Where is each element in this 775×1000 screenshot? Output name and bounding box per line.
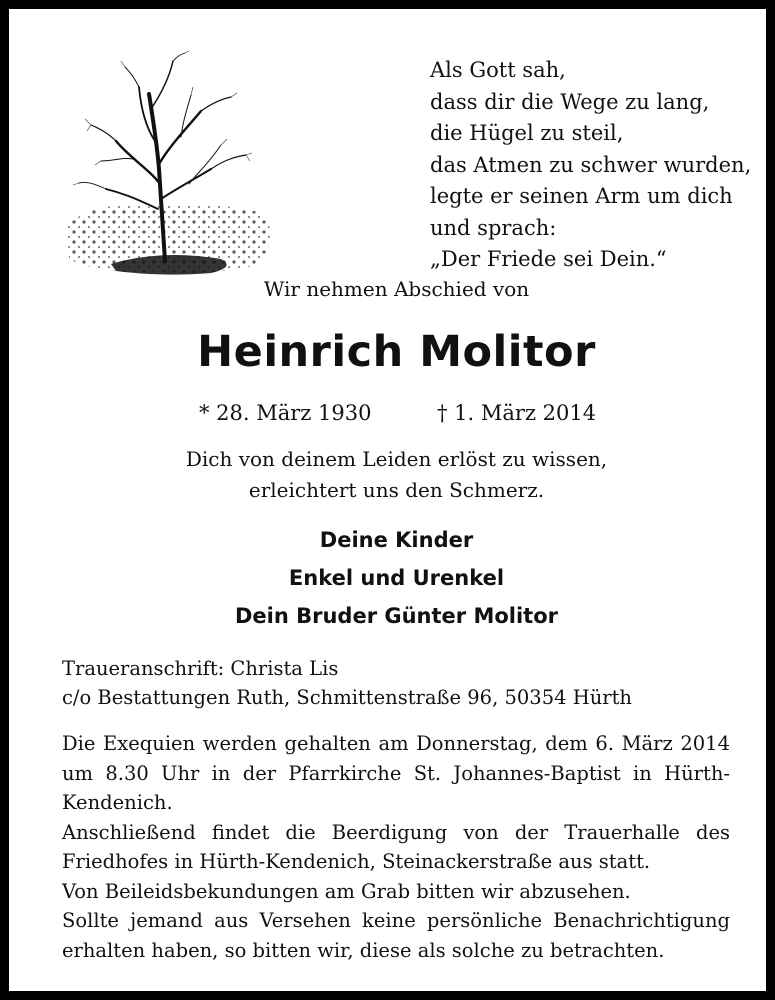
funeral-details: [62, 729, 730, 965]
poem-line: das Atmen zu schwer wurden,: [430, 152, 752, 177]
poem-line: Als Gott sah,: [430, 58, 566, 82]
details-paragraph: Von Beileidsbekundungen am Grab bitten wir abzusehen.: [62, 879, 631, 903]
mourning-address: [62, 654, 632, 712]
death-date: † 1. März 2014: [437, 401, 597, 425]
mourners-list: [9, 521, 775, 635]
poem-line: legte er seinen Arm um dich: [430, 184, 733, 208]
poem-line: „Der Friede sei Dein.“: [430, 247, 667, 271]
details-paragraph: Sollte jemand aus Versehen keine persönliche Benachrichtigung erhalten haben, so bitten wir, diese als solche zu betrachten.: [62, 909, 730, 962]
mourner: Enkel und Urenkel: [288, 566, 505, 590]
poem-line: dass dir die Wege zu lang,: [430, 89, 710, 114]
mourner: Dein Bruder Günter Molitor: [234, 604, 559, 628]
poem-line: die Hügel zu steil,: [430, 121, 624, 145]
details-paragraph: Anschließend findet die Beerdigung von der Trauerhalle des Friedhofes in Hürth-Kendenich, Steinackerstraße aus statt.: [62, 820, 730, 873]
poem: [430, 55, 751, 276]
comfort-text: [9, 444, 775, 506]
deceased-name: Heinrich Molitor: [197, 327, 596, 377]
address-line: c/o Bestattungen Ruth, Schmittenstraße 96, 50354 Hürth: [62, 686, 632, 709]
details-paragraph: Die Exequien werden gehalten am Donnerstag, dem 6. März 2014 um 8.30 Uhr in der Pfarrkirche St. Johannes-Baptist in Hürth-Kendenich.: [62, 732, 730, 814]
tree-illustration: [61, 49, 281, 289]
comfort-line: erleichtert uns den Schmerz.: [248, 478, 545, 502]
birth-date: * 28. März 1930: [199, 401, 372, 425]
comfort-line: Dich von deinem Leiden erlöst zu wissen,: [185, 447, 608, 471]
address-line: Traueranschrift: Christa Lis: [62, 657, 339, 680]
farewell-intro: Wir nehmen Abschied von: [263, 277, 530, 301]
mourner: Deine Kinder: [319, 528, 474, 552]
poem-line: und sprach:: [430, 215, 557, 240]
